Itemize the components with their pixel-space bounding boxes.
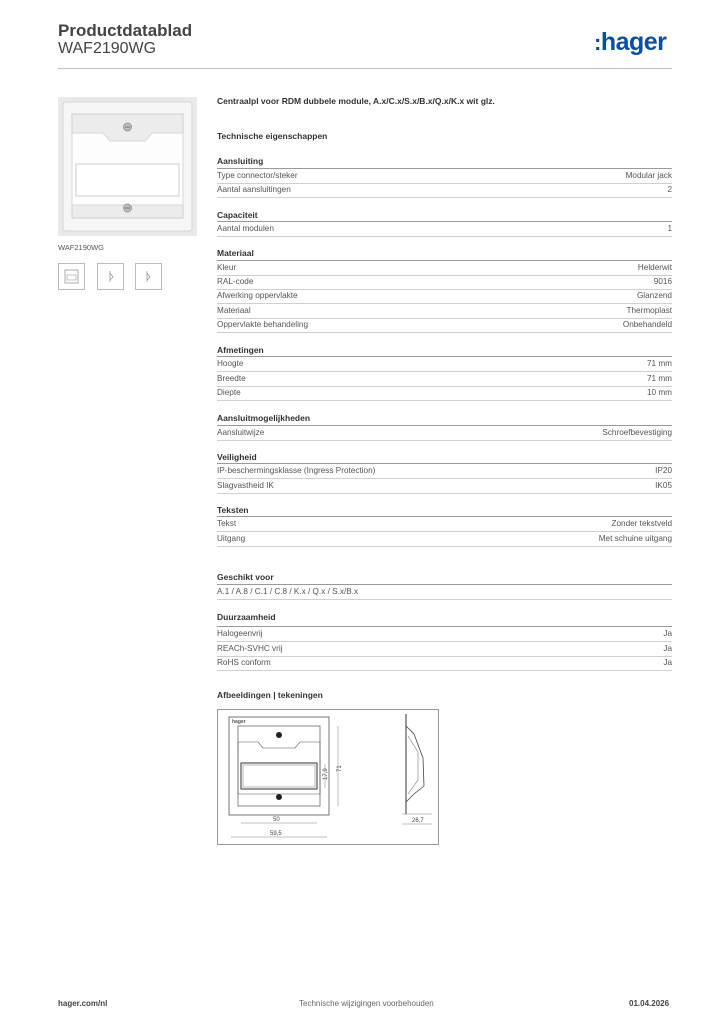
product-photo <box>58 97 197 236</box>
section-aansluiting: Aansluiting <box>217 156 264 166</box>
footer-date: 01.04.2026 <box>629 999 670 1008</box>
row-label: RAL-code <box>217 277 254 286</box>
table-row <box>217 289 672 304</box>
row-value: 10 mm <box>646 388 672 397</box>
row-label: Type connector/steker <box>217 171 298 180</box>
row-value: Helderwit <box>637 263 672 272</box>
table-row <box>217 426 672 441</box>
table-row <box>217 464 672 479</box>
product-code: WAF2190WG <box>58 40 157 57</box>
row-value: Schroefbevestiging <box>602 428 672 437</box>
table-row <box>217 386 672 401</box>
table-row <box>217 357 672 372</box>
thumbnail-front[interactable] <box>58 263 85 290</box>
table-row <box>217 183 672 198</box>
row-value: 2 <box>667 185 672 194</box>
table-row <box>217 275 672 290</box>
row-value: Glanzend <box>636 291 672 300</box>
hager-logo[interactable]: :hager <box>594 28 667 56</box>
table-row <box>217 532 672 547</box>
row-value: Ja <box>663 658 672 667</box>
row-label: Halogeenvrij <box>217 629 263 638</box>
row-value: Thermoplast <box>626 306 672 315</box>
row-value: Modular jack <box>625 171 672 180</box>
row-label: RoHS conform <box>217 658 271 667</box>
row-label: Kleur <box>217 263 237 272</box>
row-label: Breedte <box>217 374 246 383</box>
table-row <box>217 261 672 276</box>
table-row <box>217 642 672 657</box>
section-veiligheid: Veiligheid <box>217 452 257 462</box>
header-divider <box>58 68 672 69</box>
image-caption: WAF2190WG <box>58 243 104 252</box>
dim-50: 50 <box>273 817 280 823</box>
technical-drawing <box>217 709 439 845</box>
section-aansluitmogelijkheden: Aansluitmogelijkheden <box>217 413 311 423</box>
drawing-brand: hager <box>232 719 246 725</box>
row-value: 71 mm <box>646 374 672 383</box>
row-value: Ja <box>663 644 672 653</box>
logo-text: hager <box>600 28 667 56</box>
front-view-icon <box>59 264 84 289</box>
thumbnail-side[interactable] <box>97 263 124 290</box>
footer-website-link[interactable]: hager.com/nl <box>58 999 108 1008</box>
table-row <box>217 585 672 600</box>
table-row <box>217 372 672 387</box>
row-label: Slagvastheid IK <box>217 481 274 490</box>
page-title: Productdatablad <box>58 21 193 40</box>
row-label: Oppervlakte behandeling <box>217 320 309 329</box>
product-description: Centraalpl voor RDM dubbele module, A.x/C.x/S.x/B.x/Q.x/K.x wit glz. <box>217 96 495 106</box>
table-row <box>217 656 672 671</box>
row-label: Materiaal <box>217 306 251 315</box>
product-image <box>58 97 197 236</box>
dim-17-9: 17,9 <box>323 768 329 780</box>
table-row <box>217 169 672 184</box>
section-materiaal: Materiaal <box>217 248 254 258</box>
row-value: Ja <box>663 629 672 638</box>
row-label: Hoogte <box>217 359 244 368</box>
dim-59-5: 59,5 <box>270 831 282 837</box>
row-label: Aansluitwijze <box>217 428 265 437</box>
row-value: 9016 <box>653 277 672 286</box>
row-label: Afwerking oppervlakte <box>217 291 298 300</box>
row-label: Aantal modulen <box>217 224 274 233</box>
row-label: Tekst <box>217 519 237 528</box>
table-row <box>217 627 672 642</box>
thumbnail-side-2[interactable] <box>135 263 162 290</box>
row-label: IP-beschermingsklasse (Ingress Protection) <box>217 466 376 475</box>
footer-disclaimer: Technische wijzigingen voorbehouden <box>299 999 434 1008</box>
section-teksten: Teksten <box>217 505 249 515</box>
row-value: 71 mm <box>646 359 672 368</box>
section-afbeeldingen: Afbeeldingen | tekeningen <box>217 690 323 700</box>
row-label: Diepte <box>217 388 241 397</box>
section-capaciteit: Capaciteit <box>217 210 258 220</box>
section-duurzaamheid: Duurzaamheid <box>217 612 276 622</box>
dim-26-7: 26,7 <box>412 818 424 824</box>
section-geschikt: Geschikt voor <box>217 572 274 582</box>
row-label: Aantal aansluitingen <box>217 185 291 194</box>
row-value: Zonder tekstveld <box>611 519 672 528</box>
dimension-drawing <box>218 710 438 844</box>
side-view-icon <box>98 264 123 289</box>
row-value: 1 <box>667 224 672 233</box>
dim-71: 71 <box>337 765 343 772</box>
table-row <box>217 304 672 319</box>
row-value: IK05 <box>655 481 672 490</box>
side-view-alt-icon <box>136 264 161 289</box>
row-value: Onbehandeld <box>622 320 672 329</box>
table-row <box>217 222 672 237</box>
table-row <box>217 318 672 333</box>
row-value: Met schuine uitgang <box>598 534 672 543</box>
row-label: Uitgang <box>217 534 246 543</box>
row-value: IP20 <box>655 466 672 475</box>
table-row <box>217 479 672 494</box>
section-afmetingen: Afmetingen <box>217 345 264 355</box>
tech-heading: Technische eigenschappen <box>217 131 328 141</box>
row-label: REACh-SVHC vrij <box>217 644 283 653</box>
table-row <box>217 517 672 532</box>
row-label: A.1 / A.8 / C.1 / C.8 / K.x / Q.x / S.x/B.x <box>217 587 359 596</box>
